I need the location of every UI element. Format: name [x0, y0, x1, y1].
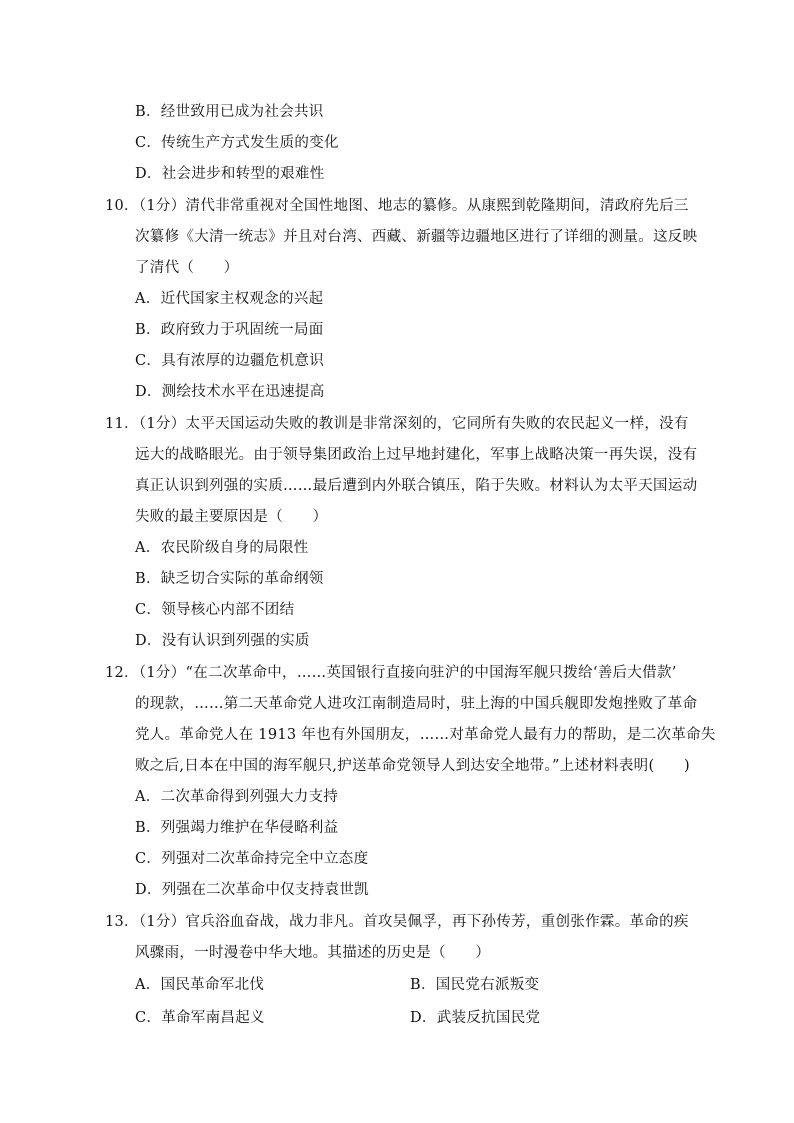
q12-stem-line-2: 的现款，……第二天革命党人进攻江南制造局时，驻上海的中国兵舰即发炮挫败了革命 [135, 696, 698, 712]
q11-option-b: B．缺乏切合实际的革命纲领 [135, 571, 324, 587]
q10-option-c: C．具有浓厚的边疆危机意识 [135, 353, 324, 369]
q10-option-d: D．测绘技术水平在迅速提高 [135, 384, 325, 400]
q11-option-d: D．没有认识到列强的实质 [135, 633, 310, 649]
q13-option-d: D．武装反抗国民党 [410, 1010, 541, 1026]
q11-stem-line-4: 失败的最主要原因是（ ） [135, 509, 328, 525]
q13-option-b: B．国民党右派叛变 [410, 977, 540, 993]
q9-option-c: C．传统生产方式发生质的变化 [135, 135, 339, 151]
q11-option-c: C．领导核心内部不团结 [135, 602, 295, 618]
q13-stem-line-2: 风骤雨，一时漫卷中华大地。其描述的历史是（ ） [135, 945, 491, 961]
q11-option-a: A．农民阶级自身的局限性 [135, 540, 309, 556]
q11-stem-line-1: 11．（1分）太平天国运动失败的教训是非常深刻的，它同所有失败的农民起义一样，没有 [105, 416, 689, 432]
q11-stem-line-3: 真正认识到列强的实质……最后遭到内外联合镇压，陷于失败。材料认为太平天国运动 [135, 478, 698, 494]
q12-stem-line-1: 12．（1分）“在二次革命中，……英国银行直接向驻沪的中国海军舰只拨给‘善后大借款’ [105, 665, 677, 681]
q12-stem-line-4: 败之后,日本在中国的海军舰只,护送革命党领导人到达安全地带。”上述材料表明( ) [135, 758, 690, 774]
q10-stem-line-3: 了清代（ ） [135, 260, 239, 276]
q11-stem-line-2: 远大的战略眼光。由于领导集团政治上过早地封建化，军事上战略决策一再失误，没有 [135, 447, 698, 463]
q10-option-b: B．政府致力于巩固统一局面 [135, 322, 324, 338]
q10-option-a: A．近代国家主权观念的兴起 [135, 291, 324, 307]
q12-option-b: B．列强竭力维护在华侵略利益 [135, 820, 339, 836]
q12-option-d: D．列强在二次革命中仅支持袁世凯 [135, 882, 369, 898]
q13-option-c: C．革命军南昌起义 [135, 1010, 265, 1026]
q9-option-b: B．经世致用已成为社会共识 [135, 104, 324, 120]
q13-stem-line-1: 13．（1分）官兵浴血奋战，战力非凡。首攻吴佩孚，再下孙传芳，重创张作霖。革命的疾 [105, 914, 689, 930]
q10-stem-line-1: 10．（1分）清代非常重视对全国性地图、地志的纂修。从康熙到乾隆期间，清政府先后三 [105, 198, 689, 214]
q10-stem-line-2: 次纂修《大清一统志》并且对台湾、西藏、新疆等边疆地区进行了详细的测量。这反映 [135, 229, 698, 245]
q12-option-c: C．列强对二次革命持完全中立态度 [135, 851, 369, 867]
q13-option-a: A．国民革命军北伐 [135, 977, 265, 993]
q12-option-a: A．二次革命得到列强大力支持 [135, 789, 339, 805]
q9-option-d: D．社会进步和转型的艰难性 [135, 166, 325, 182]
q12-stem-line-3: 党人。革命党人在 1913 年也有外国朋友，……对革命党人最有力的帮助，是二次革命失 [135, 727, 716, 743]
